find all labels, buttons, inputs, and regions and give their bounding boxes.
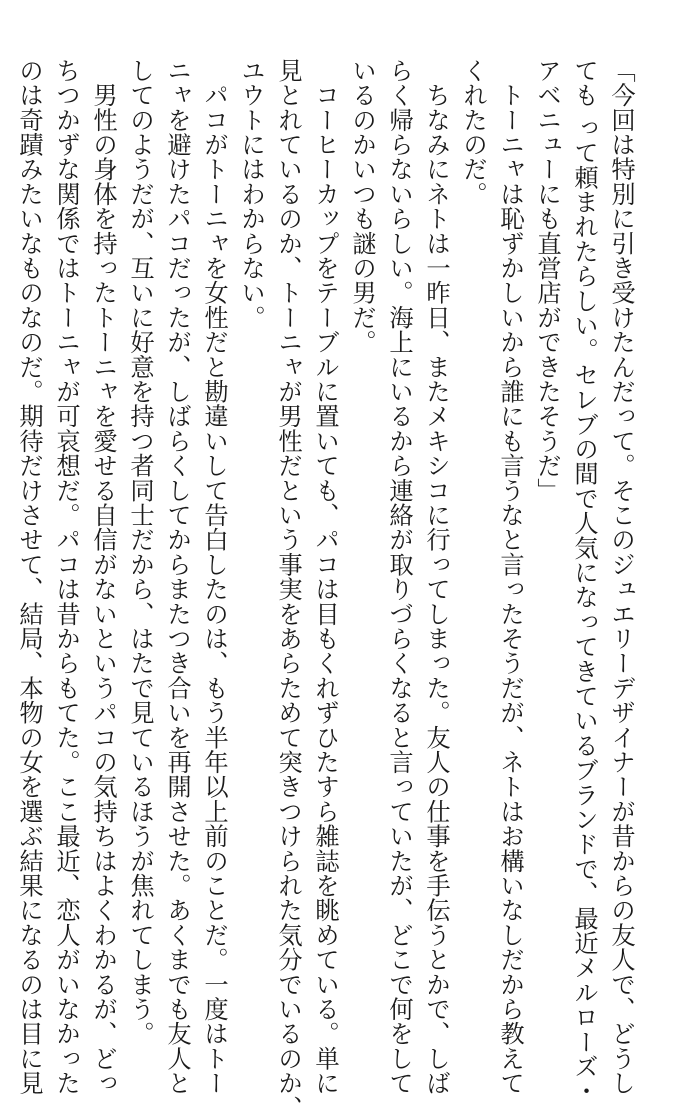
text-line: 「今回は特別に引き受けたんだって。そこのジュエリーデザイナーが昔からの友人で、どうし xyxy=(607,58,636,1096)
text-line: ちなみにネトは一昨日、またメキシコに行ってしまった。友人の仕事を手伝うとかで、しば xyxy=(422,58,451,1096)
text-line: 男性の身体を持ったトーニャを愛せる自信がないというパコの気持ちはよくわかるが、どっ xyxy=(89,58,118,1096)
text-line: 見とれているのか、トーニャが男性だという事実をあらためて突きつけられた気分でいるのか、 xyxy=(274,58,303,1120)
text-line: ちつかずな関係ではトーニャが可哀想だ。パコは昔からもてた。ここ最近、恋人がいなかった xyxy=(52,58,81,1096)
text-line: アベニューにも直営店ができたそうだ」 xyxy=(533,58,562,503)
text-line: のは奇蹟みたいなものなのだ。期待だけさせて、結局、本物の女を選ぶ結果になるのは目に見 xyxy=(15,58,44,1096)
vertical-text-body xyxy=(15,58,640,1120)
text-line: してのようだが、互いに好意を持つ者同士だから、はたで見ているほうが焦れてしまう。 xyxy=(126,58,155,1046)
text-line: いるのかいつも謎の男だ。 xyxy=(348,58,377,355)
text-line: トーニャは恥ずかしいから誰にも言うなと言ったそうだが、ネトはお構いなしだから教えて xyxy=(496,58,525,1096)
text-line: コーヒーカップをテーブルに置いても、パコは目もくれずひたすら雑誌を眺めている。単に xyxy=(311,58,340,1096)
text-line: パコがトーニャを女性だと勘違いして告白したのは、もう半年以上前のことだ。一度はトー xyxy=(200,58,229,1096)
text-line: ても って頼まれたらしい。セレブの間で人気になってきているブランドで、最近メルローズ・ xyxy=(570,58,599,1104)
text-line: くれたのだ。 xyxy=(459,58,488,207)
text-line: ユウトにはわからない。 xyxy=(237,58,266,330)
text-line: らく帰らないらしい。海上にいるから連絡が取りづらくなると言っていたが、どこで何をして xyxy=(385,58,414,1096)
text-line: ニャを避けたパコだったが、しばらくしてからまたつき合いを再開させた。あくまでも友人と xyxy=(163,58,192,1096)
